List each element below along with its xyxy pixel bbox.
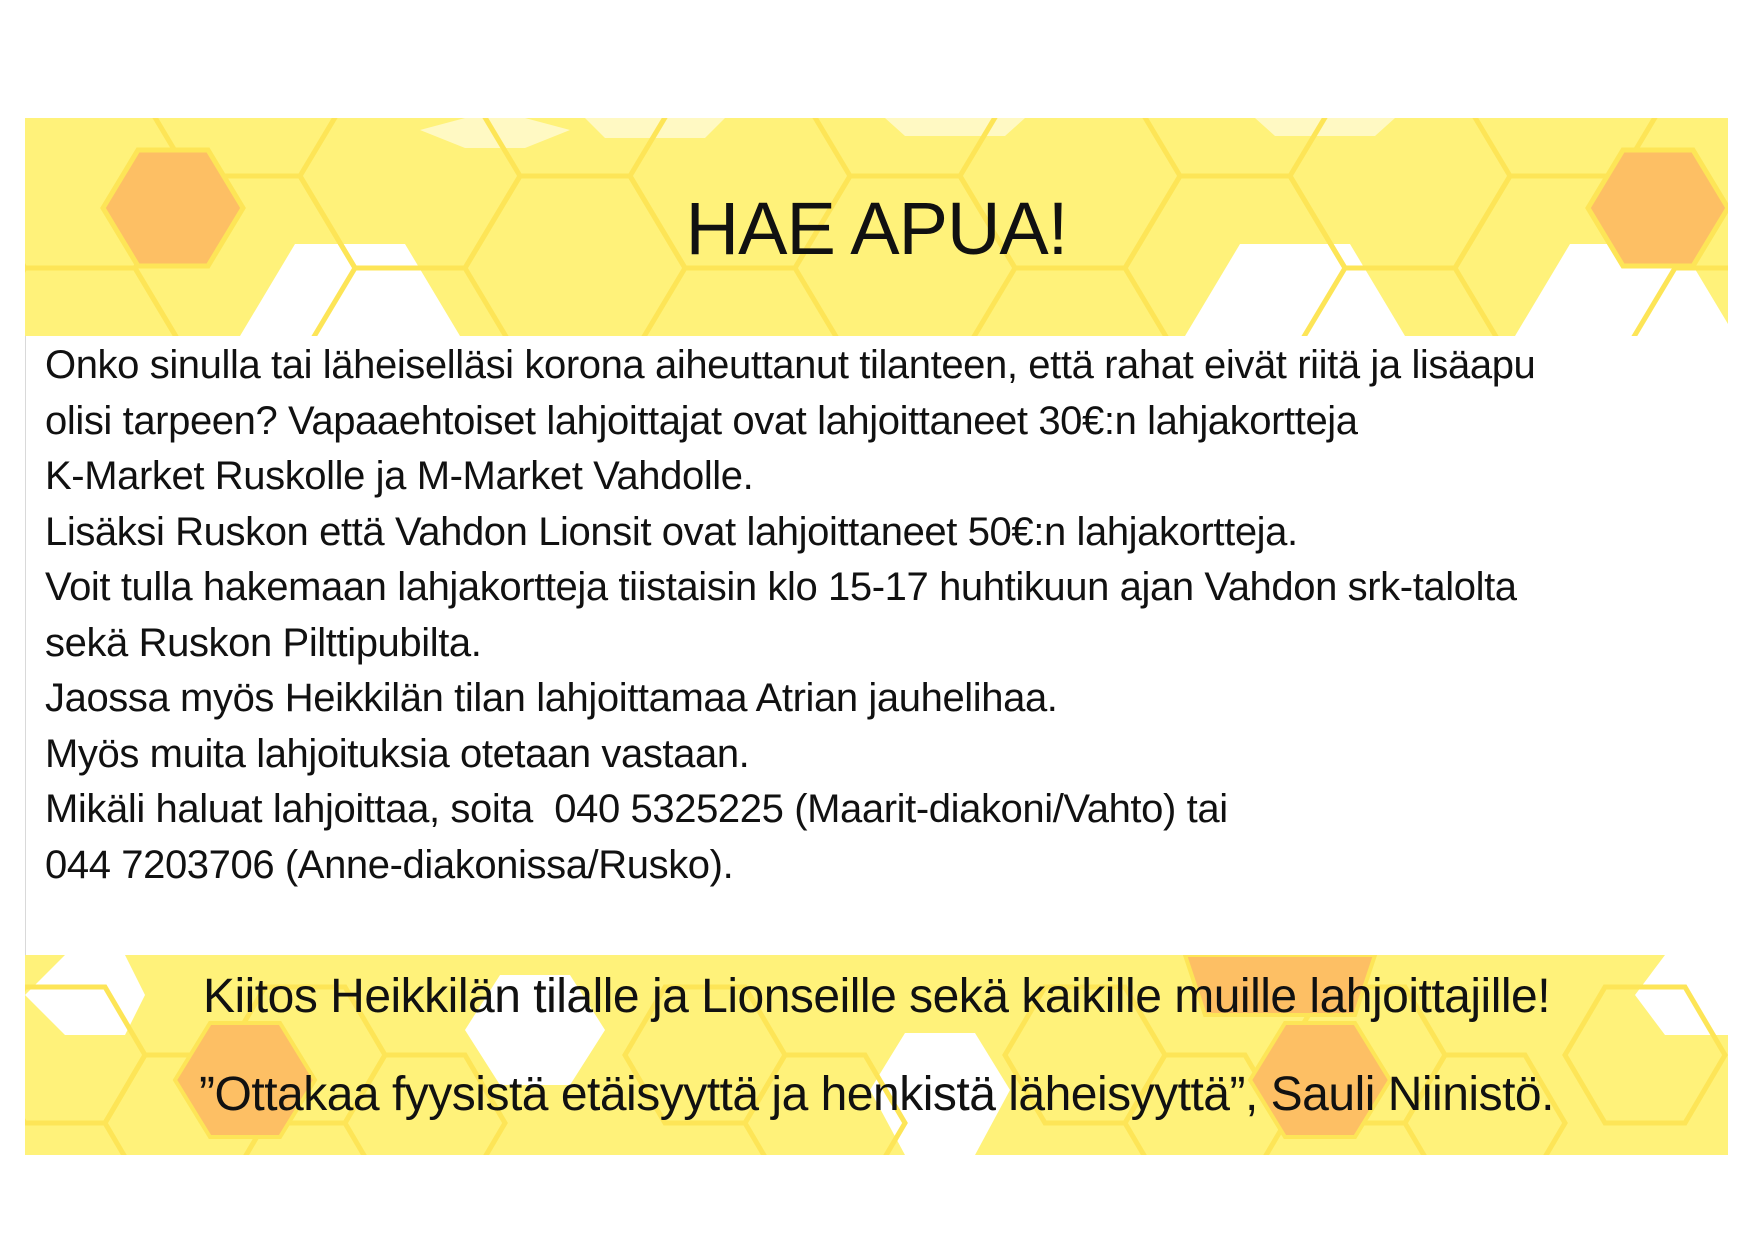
- bottom-honeycomb-banner: [25, 955, 1728, 1155]
- body-line: olisi tarpeen? Vapaaehtoiset lahjoittajat ovat lahjoittaneet 30€:n lahjakortteja: [45, 398, 1358, 443]
- body-text: [45, 338, 1725, 893]
- body-line: sekä Ruskon Pilttipubilta.: [45, 620, 482, 665]
- body-line: K-Market Ruskolle ja M-Market Vahdolle.: [45, 454, 754, 498]
- quote-message: ”Ottakaa fyysistä etäisyyttä ja henkistä läheisyyttä”, Sauli Niinistö.: [199, 1068, 1554, 1121]
- page-title: HAE APUA!: [685, 187, 1068, 270]
- thanks-message: Kiitos Heikkilän tilalle ja Lionseille sekä kaikille muille lahjoittajille!: [202, 970, 1551, 1023]
- body-line: Jaossa myös Heikkilän tilan lahjoittamaa Atrian jauhelihaa.: [45, 676, 1058, 720]
- body-line: Mikäli haluat lahjoittaa, soita 040 5325225 (Maarit-diakoni/Vahto) tai: [45, 787, 1228, 831]
- body-line: Myös muita lahjoituksia otetaan vastaan.: [45, 731, 750, 776]
- body-line: Lisäksi Ruskon että Vahdon Lionsit ovat lahjoittaneet 50€:n lahjakortteja.: [45, 509, 1298, 554]
- body-line: 044 7203706 (Anne-diakonissa/Rusko).: [45, 842, 734, 887]
- body-line: Onko sinulla tai läheiselläsi korona aiheuttanut tilanteen, että rahat eivät riitä ja lisäapu: [45, 343, 1536, 387]
- top-honeycomb-banner: [25, 118, 1728, 336]
- body-line: Voit tulla hakemaan lahjakortteja tiistaisin klo 15-17 huhtikuun ajan Vahdon srk-talolta: [45, 565, 1517, 609]
